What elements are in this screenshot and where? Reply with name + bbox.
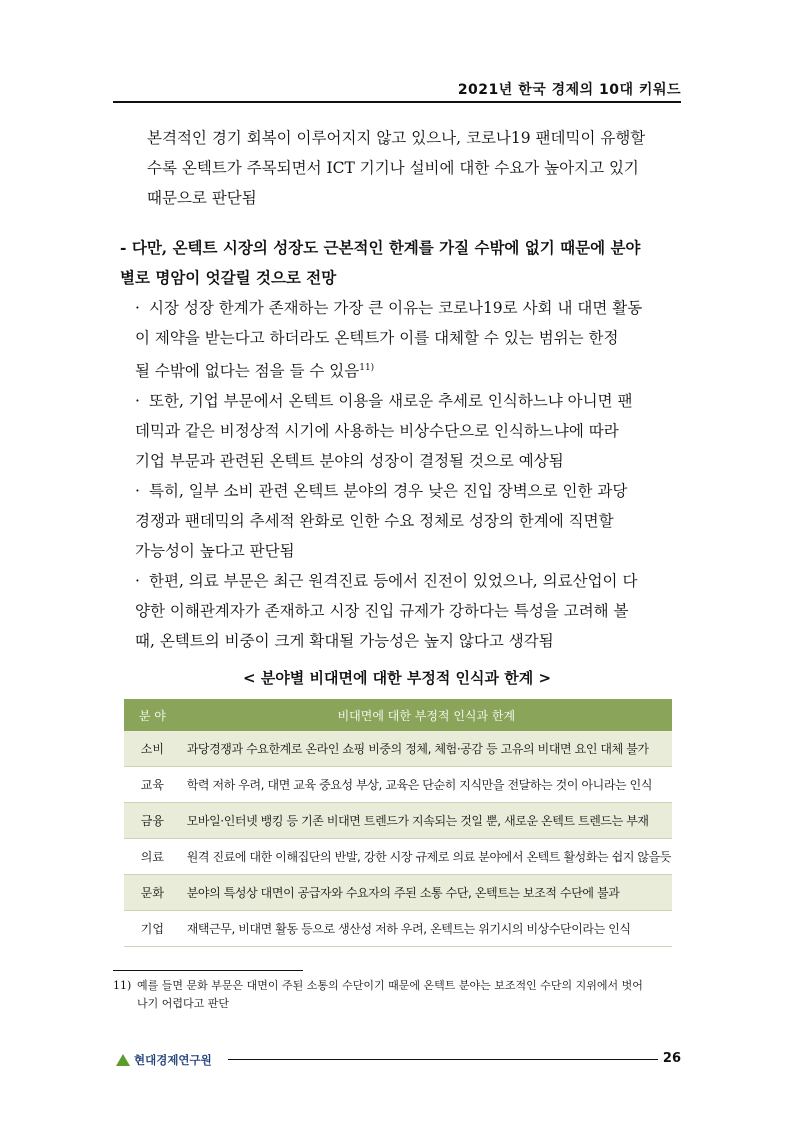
- table-header-row: [124, 699, 672, 731]
- description-cell: 원격 진료에 대한 이해집단의 반발, 강한 시장 규제로 의료 분야에서 온텍트 활성화는 쉽지 않을듯: [181, 839, 672, 875]
- table-row: [124, 767, 672, 803]
- institute-logo: [116, 1052, 212, 1068]
- bullet-item: [113, 293, 683, 386]
- text-line: 본격적인 경기 회복이 이루어지지 않고 있으나, 코로나19 팬데믹이 유행할: [147, 129, 646, 147]
- field-cell: 소비: [124, 731, 181, 767]
- table-title: < 분야별 비대면에 대한 부정적 인식과 한계 >: [242, 669, 552, 687]
- text-line: 기업 부문과 관련된 온텍트 분야의 성장이 결정될 것으로 예상됨: [135, 452, 564, 471]
- text-line: 때, 온텍트의 비중이 크게 확대될 가능성은 높지 않다고 생각됨: [135, 632, 554, 651]
- dash-heading: [120, 233, 683, 293]
- bullet-text: 한편, 의료 부문은 최근 원격진료 등에서 진전이 있었으나, 의료산업이 다: [149, 572, 638, 591]
- limits-table: [124, 699, 672, 947]
- bullet-item: [113, 386, 683, 476]
- description-cell: 분야의 특성상 대면이 공급자와 수요자의 주된 소통 수단, 온텍트는 보조적 수단에 불과: [181, 875, 672, 911]
- intro-paragraph: [113, 123, 683, 213]
- text-line: [135, 293, 683, 323]
- bullet-text: 시장 성장 한계가 존재하는 가장 큰 이유는 코로나19로 사회 내 대면 활동: [149, 299, 643, 317]
- body-text: [113, 123, 683, 656]
- text-line: 이 제약을 받는다고 하더라도 온텍트가 이를 대체할 수 있는 범위는 한정: [135, 329, 619, 347]
- text-line: 양한 이해관계자가 존재하고 시장 진입 규제가 강하다는 특성을 고려해 볼: [135, 602, 629, 621]
- text-line: 별로 명암이 엇갈릴 것으로 전망: [120, 268, 337, 287]
- dash-text: 다만, 온텍트 시장의 성장도 근본적인 한계를 가질 수밖에 없기 때문에 분야: [131, 238, 641, 257]
- bullet-text: 될 수밖에 없다는 점을 들 수 있음: [135, 362, 360, 381]
- triangle-logo-icon: [116, 1054, 130, 1066]
- description-cell: 모바일·인터넷 뱅킹 등 기존 비대면 트렌드가 지속되는 것일 뿐, 새로운 온텍트 트렌드는 부재: [181, 803, 672, 839]
- footnote-line: 나기 어렵다고 판단: [137, 997, 230, 1010]
- bullet-mark: ·: [135, 392, 140, 411]
- field-cell: 문화: [124, 875, 181, 911]
- dash-mark: -: [120, 238, 127, 257]
- table-row: [124, 911, 672, 947]
- bullet-mark: ·: [135, 482, 140, 501]
- text-line: [135, 566, 683, 596]
- bullet-item: [113, 476, 683, 566]
- text-line: [135, 476, 683, 506]
- table-row: [124, 731, 672, 767]
- text-line: 수록 온텍트가 주목되면서 ICT 기기나 설비에 대한 수요가 높아지고 있기: [147, 159, 639, 177]
- header-rule: [113, 101, 681, 103]
- text-line: 경쟁과 팬데믹의 추세적 완화로 인한 수요 정체로 성장의 한계에 직면할: [135, 512, 614, 531]
- bullet-text: 또한, 기업 부문에서 온텍트 이용을 새로운 추세로 인식하느냐 아니면 팬: [149, 392, 633, 411]
- bullet-mark: ·: [135, 299, 140, 317]
- text-line: [120, 233, 683, 263]
- field-cell: 의료: [124, 839, 181, 875]
- footer-rule: [228, 1059, 658, 1060]
- description-cell: 과당경쟁과 수요한계로 온라인 쇼핑 비중의 정체, 체험·공감 등 고유의 비대면 요인 대체 불가: [181, 731, 672, 767]
- bullet-item: [113, 566, 683, 656]
- page-number: 26: [662, 1051, 681, 1066]
- text-line: 가능성이 높다고 판단됨: [135, 542, 295, 561]
- field-cell: 교육: [124, 767, 181, 803]
- text-line: 데믹과 같은 비정상적 시기에 사용하는 비상수단으로 인식하느냐에 따라: [135, 422, 619, 441]
- table-row: [124, 839, 672, 875]
- field-cell: 기업: [124, 911, 181, 947]
- table-row: [124, 875, 672, 911]
- description-cell: 학력 저하 우려, 대면 교육 중요성 부상, 교육은 단순히 지식만을 전달하는 것이 아니라는 인식: [181, 767, 672, 803]
- footnote-line: [113, 977, 683, 995]
- bullet-text: 특히, 일부 소비 관련 온텍트 분야의 경우 낮은 진입 장벽으로 인한 과당: [149, 482, 628, 501]
- logo-text: 현대경제연구원: [134, 1053, 212, 1067]
- text-line: 때문으로 판단됨: [147, 189, 257, 207]
- description-cell: 재택근무, 비대면 활동 등으로 생산성 저하 우려, 온텍트는 위기시의 비상수단이라는 인식: [181, 911, 672, 947]
- footnote-number: 11): [113, 979, 132, 992]
- table-row: [124, 803, 672, 839]
- footnote-text: 예를 들면 문화 부문은 대면이 주된 소통의 수단이기 때문에 온텍트 분야는 보조적인 수단의 지위에서 벗어: [137, 979, 643, 992]
- column-header-description: 비대면에 대한 부정적 인식과 한계: [181, 699, 672, 731]
- bullet-mark: ·: [135, 572, 140, 591]
- running-header-title: 2021년 한국 경제의 10대 키워드: [457, 82, 681, 98]
- text-line: [135, 353, 683, 386]
- text-line: [135, 386, 683, 416]
- footnote: [113, 977, 683, 1013]
- footnote-reference[interactable]: 11): [359, 363, 375, 373]
- column-header-field: 분 야: [124, 699, 181, 731]
- field-cell: 금융: [124, 803, 181, 839]
- footnote-rule: [113, 970, 303, 971]
